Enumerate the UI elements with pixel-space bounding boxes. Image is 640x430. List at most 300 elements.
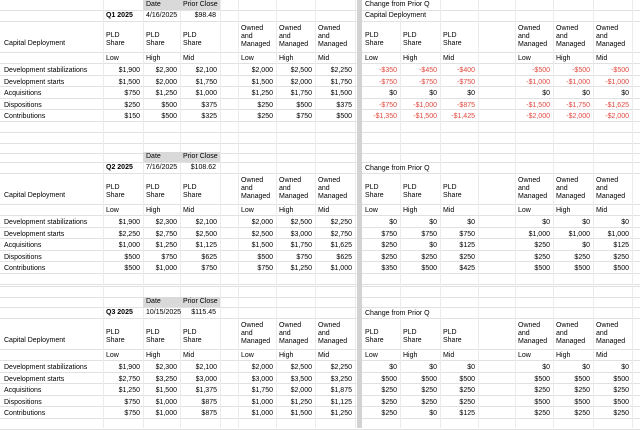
value-cell[interactable]: $2,000 — [155, 78, 177, 86]
value-cell[interactable]: $1,375 — [195, 387, 217, 395]
quarter-label[interactable]: Q3 2025 — [106, 309, 133, 316]
value-cell[interactable]: $1,000 — [528, 230, 550, 238]
range-header[interactable]: High — [146, 352, 161, 359]
value-cell[interactable]: $2,250 — [330, 67, 352, 74]
value-cell[interactable]: $0 — [389, 90, 397, 98]
value-cell[interactable]: $2,300 — [155, 219, 177, 226]
value-cell[interactable]: $2,750 — [118, 375, 140, 383]
range-header[interactable]: High — [146, 207, 161, 214]
prior-close-header[interactable]: Prior Close — [183, 1, 218, 8]
capital-deployment-header[interactable]: Capital Deployment — [4, 192, 66, 199]
owned-managed-header[interactable]: Owned and Managed — [596, 177, 626, 200]
pld-share-header[interactable]: PLD Share — [106, 32, 125, 47]
value-cell[interactable]: $1,900 — [118, 219, 140, 226]
value-cell[interactable]: $325 — [201, 113, 217, 121]
row-label[interactable]: Development stabilizations — [4, 364, 88, 371]
value-cell[interactable]: $0 — [542, 90, 550, 98]
value-cell[interactable]: $750 — [124, 410, 140, 418]
value-cell[interactable]: $250 — [381, 387, 397, 395]
value-cell[interactable]: $1,000 — [155, 398, 177, 406]
value-cell[interactable]: $3,000 — [195, 375, 217, 383]
owned-managed-header[interactable]: Owned and Managed — [596, 322, 626, 345]
pld-share-header[interactable]: PLD Share — [146, 329, 165, 344]
range-header[interactable]: Mid — [596, 207, 608, 214]
value-cell[interactable]: $250 — [381, 253, 397, 261]
range-header[interactable]: Mid — [596, 352, 608, 359]
value-cell[interactable]: $250 — [381, 410, 397, 418]
value-cell[interactable]: $750 — [296, 113, 312, 121]
pld-share-header[interactable]: PLD Share — [403, 184, 422, 199]
pld-share-header[interactable]: PLD Share — [365, 329, 384, 344]
value-cell[interactable]: $2,250 — [330, 219, 352, 226]
value-cell[interactable]: $2,500 — [290, 219, 312, 226]
gridline — [0, 10, 640, 11]
gridline — [0, 75, 640, 76]
range-header[interactable]: Low — [106, 352, 119, 359]
value-cell[interactable]: $1,000 — [155, 410, 177, 418]
pld-share-header[interactable]: PLD Share — [146, 184, 165, 199]
value-cell[interactable]: $375 — [336, 101, 352, 109]
value-cell[interactable]: $1,000 — [251, 410, 273, 418]
value-cell[interactable]: -$1,500 — [413, 113, 437, 121]
value-cell[interactable]: $2,500 — [195, 230, 217, 238]
value-cell[interactable]: $0 — [582, 364, 590, 371]
value-cell[interactable]: $250 — [574, 387, 590, 395]
quarter-label[interactable]: Q2 2025 — [106, 164, 133, 171]
value-cell[interactable]: $2,000 — [290, 78, 312, 86]
row-label[interactable]: Contributions — [4, 113, 46, 121]
value-cell[interactable]: $250 — [257, 113, 273, 121]
value-cell[interactable]: $2,250 — [330, 364, 352, 371]
column-divider — [355, 0, 356, 428]
value-cell[interactable]: $500 — [613, 398, 629, 406]
value-cell[interactable]: $1,000 — [251, 398, 273, 406]
value-cell[interactable]: $500 — [534, 375, 550, 383]
value-cell[interactable]: $1,125 — [195, 242, 217, 250]
value-cell[interactable]: $150 — [124, 113, 140, 121]
value-cell[interactable]: -$750 — [419, 78, 437, 86]
value-cell[interactable]: $2,000 — [251, 219, 273, 226]
gridline — [0, 227, 640, 228]
value-cell[interactable]: $0 — [582, 219, 590, 226]
value-cell[interactable]: $250 — [381, 398, 397, 406]
value-cell[interactable]: $0 — [582, 242, 590, 250]
value-cell[interactable]: $1,500 — [251, 78, 273, 86]
value-cell[interactable]: $2,100 — [195, 67, 217, 74]
date-value[interactable]: 4/16/2025 — [146, 12, 178, 19]
value-cell[interactable]: -$1,000 — [413, 101, 437, 109]
owned-managed-header[interactable]: Owned and Managed — [556, 322, 586, 345]
value-cell[interactable]: $125 — [459, 410, 475, 418]
row-label[interactable]: Contributions — [4, 410, 46, 418]
pld-share-header[interactable]: PLD Share — [443, 32, 462, 47]
range-header[interactable]: Mid — [318, 207, 330, 214]
range-header[interactable]: High — [403, 207, 418, 214]
value-cell[interactable]: $750 — [381, 230, 397, 238]
owned-managed-header[interactable]: Owned and Managed — [556, 25, 586, 48]
value-cell[interactable]: $2,500 — [290, 67, 312, 74]
value-cell[interactable]: $750 — [201, 265, 217, 273]
value-cell[interactable]: $1,000 — [155, 265, 177, 273]
range-header[interactable]: Low — [106, 207, 119, 214]
row-label[interactable]: Acquisitions — [4, 387, 42, 395]
prior-close-header[interactable]: Prior Close — [183, 298, 218, 305]
value-cell[interactable]: $250 — [459, 253, 475, 261]
range-header[interactable]: Mid — [318, 55, 330, 62]
row-label[interactable]: Acquisitions — [4, 90, 42, 98]
value-cell[interactable]: -$450 — [419, 67, 437, 74]
value-cell[interactable]: -$1,000 — [526, 78, 550, 86]
column-divider — [632, 0, 633, 428]
value-cell[interactable]: $2,100 — [195, 364, 217, 371]
range-header[interactable]: High — [279, 55, 294, 62]
pld-share-header[interactable]: PLD Share — [365, 32, 384, 47]
value-cell[interactable]: $3,000 — [290, 230, 312, 238]
value-cell[interactable]: $500 — [336, 113, 352, 121]
range-header[interactable]: High — [556, 55, 571, 62]
owned-managed-header[interactable]: Owned and Managed — [279, 25, 309, 48]
range-header[interactable]: Mid — [443, 207, 455, 214]
value-cell[interactable]: $425 — [459, 265, 475, 273]
value-cell[interactable]: $1,875 — [330, 387, 352, 395]
value-cell[interactable]: $1,250 — [155, 90, 177, 98]
pld-share-header[interactable]: PLD Share — [443, 184, 462, 199]
value-cell[interactable]: $250 — [381, 242, 397, 250]
value-cell[interactable]: $0 — [467, 90, 475, 98]
value-cell[interactable]: $750 — [421, 230, 437, 238]
value-cell[interactable]: $0 — [467, 364, 475, 371]
range-header[interactable]: Low — [106, 55, 119, 62]
value-cell[interactable]: -$875 — [457, 101, 475, 109]
prior-close-header[interactable]: Prior Close — [183, 153, 218, 160]
date-header[interactable]: Date — [146, 153, 161, 160]
value-cell[interactable]: $2,500 — [251, 230, 273, 238]
value-cell[interactable]: $1,125 — [330, 398, 352, 406]
row-label[interactable]: Development stabilizations — [4, 67, 88, 74]
range-header[interactable]: Mid — [443, 55, 455, 62]
value-cell[interactable]: $250 — [613, 387, 629, 395]
value-cell[interactable]: $1,750 — [330, 78, 352, 86]
gridline — [0, 21, 640, 22]
value-cell[interactable]: $250 — [534, 387, 550, 395]
value-cell[interactable]: $2,000 — [251, 364, 273, 371]
value-cell[interactable]: $1,900 — [118, 67, 140, 74]
change-header[interactable]: Change from Prior Q — [365, 165, 430, 172]
value-cell[interactable]: $0 — [542, 219, 550, 226]
owned-managed-header[interactable]: Owned and Managed — [556, 177, 586, 200]
capital-deployment-header[interactable]: Capital Deployment — [4, 40, 66, 47]
value-cell[interactable]: $1,000 — [330, 265, 352, 273]
value-cell[interactable]: $250 — [574, 410, 590, 418]
owned-managed-header[interactable]: Owned and Managed — [318, 177, 348, 200]
value-cell[interactable]: $250 — [534, 242, 550, 250]
range-header[interactable]: Low — [241, 55, 254, 62]
row-label[interactable]: Development starts — [4, 375, 65, 383]
owned-managed-header[interactable]: Owned and Managed — [241, 25, 271, 48]
change-header[interactable]: Change from Prior Q — [365, 310, 430, 317]
value-cell[interactable]: $1,500 — [251, 242, 273, 250]
value-cell[interactable]: $500 — [421, 265, 437, 273]
value-cell[interactable]: $625 — [201, 253, 217, 261]
range-header[interactable]: Mid — [183, 207, 195, 214]
value-cell[interactable]: -$500 — [532, 67, 550, 74]
value-cell[interactable]: -$350 — [379, 67, 397, 74]
owned-managed-header[interactable]: Owned and Managed — [241, 322, 271, 345]
value-cell[interactable]: $1,000 — [568, 230, 590, 238]
value-cell[interactable]: $250 — [124, 101, 140, 109]
value-cell[interactable]: $500 — [381, 375, 397, 383]
value-cell[interactable]: $500 — [459, 375, 475, 383]
value-cell[interactable]: -$1,000 — [605, 78, 629, 86]
range-header[interactable]: High — [146, 55, 161, 62]
pld-share-header[interactable]: PLD Share — [183, 32, 202, 47]
value-cell[interactable]: $1,000 — [118, 242, 140, 250]
range-header[interactable]: Mid — [183, 55, 195, 62]
row-label[interactable]: Acquisitions — [4, 242, 42, 250]
value-cell[interactable]: $2,250 — [118, 230, 140, 238]
value-cell[interactable]: $375 — [201, 101, 217, 109]
value-cell[interactable]: $750 — [124, 90, 140, 98]
range-header[interactable]: Mid — [596, 55, 608, 62]
row-label[interactable]: Development stabilizations — [4, 219, 88, 226]
value-cell[interactable]: $2,000 — [290, 387, 312, 395]
range-header[interactable]: Mid — [183, 352, 195, 359]
value-cell[interactable]: $875 — [201, 398, 217, 406]
value-cell[interactable]: $1,250 — [290, 265, 312, 273]
value-cell[interactable]: $0 — [621, 219, 629, 226]
value-cell[interactable]: $750 — [124, 398, 140, 406]
value-cell[interactable]: $250 — [459, 387, 475, 395]
value-cell[interactable]: $0 — [621, 90, 629, 98]
range-header[interactable]: Low — [365, 207, 378, 214]
gridline — [0, 349, 640, 350]
value-cell[interactable]: $125 — [613, 242, 629, 250]
value-cell[interactable]: $1,750 — [290, 90, 312, 98]
value-cell[interactable]: $1,750 — [251, 387, 273, 395]
value-cell[interactable]: $250 — [534, 410, 550, 418]
value-cell[interactable]: $250 — [421, 387, 437, 395]
pld-share-header[interactable]: PLD Share — [106, 329, 125, 344]
range-header[interactable]: High — [403, 352, 418, 359]
date-value[interactable]: 7/16/2025 — [146, 164, 178, 171]
value-cell[interactable]: $250 — [421, 253, 437, 261]
pld-share-header[interactable]: PLD Share — [183, 329, 202, 344]
value-cell[interactable]: $0 — [429, 242, 437, 250]
value-cell[interactable]: $2,750 — [155, 230, 177, 238]
pld-share-header[interactable]: PLD Share — [403, 329, 422, 344]
row-label[interactable]: Development starts — [4, 230, 65, 238]
row-label[interactable]: Dispositions — [4, 398, 42, 406]
value-cell[interactable]: -$1,350 — [373, 113, 397, 121]
change-subheader[interactable]: Capital Deployment — [365, 12, 427, 19]
value-cell[interactable]: $500 — [124, 253, 140, 261]
value-cell[interactable]: $750 — [257, 265, 273, 273]
value-cell[interactable]: -$2,000 — [526, 113, 550, 121]
value-cell[interactable]: -$2,000 — [605, 113, 629, 121]
owned-managed-header[interactable]: Owned and Managed — [279, 322, 309, 345]
value-cell[interactable]: $625 — [336, 253, 352, 261]
value-cell[interactable]: $0 — [429, 410, 437, 418]
value-cell[interactable]: -$500 — [611, 67, 629, 74]
range-header[interactable]: Low — [365, 55, 378, 62]
range-header[interactable]: Low — [518, 352, 531, 359]
value-cell[interactable]: -$2,000 — [566, 113, 590, 121]
range-header[interactable]: Low — [241, 352, 254, 359]
value-cell[interactable]: $500 — [574, 398, 590, 406]
pld-share-header[interactable]: PLD Share — [403, 32, 422, 47]
row-label[interactable]: Contributions — [4, 265, 46, 273]
pld-share-header[interactable]: PLD Share — [183, 184, 202, 199]
value-cell[interactable]: -$1,750 — [566, 101, 590, 109]
value-cell[interactable]: $3,250 — [155, 375, 177, 383]
value-cell[interactable]: $1,000 — [195, 90, 217, 98]
value-cell[interactable]: $0 — [389, 219, 397, 226]
range-header[interactable]: Mid — [443, 352, 455, 359]
value-cell[interactable]: $500 — [257, 253, 273, 261]
owned-managed-header[interactable]: Owned and Managed — [241, 177, 271, 200]
value-cell[interactable]: $1,900 — [118, 364, 140, 371]
value-cell[interactable]: $350 — [381, 265, 397, 273]
value-cell[interactable]: $1,250 — [330, 410, 352, 418]
value-cell[interactable]: $3,500 — [290, 375, 312, 383]
owned-managed-header[interactable]: Owned and Managed — [518, 322, 548, 345]
gridline — [0, 318, 640, 319]
prior-close-value[interactable]: $115.45 — [191, 309, 216, 316]
date-header[interactable]: Date — [146, 298, 161, 305]
gridline — [0, 284, 640, 285]
range-header[interactable]: High — [556, 207, 571, 214]
owned-managed-header[interactable]: Owned and Managed — [318, 322, 348, 345]
value-cell[interactable]: $1,250 — [155, 242, 177, 250]
date-value[interactable]: 10/15/2025 — [146, 309, 182, 316]
value-cell[interactable]: $0 — [542, 364, 550, 371]
value-cell[interactable]: $500 — [534, 265, 550, 273]
value-cell[interactable]: -$750 — [379, 78, 397, 86]
value-cell[interactable]: -$1,625 — [605, 101, 629, 109]
value-cell[interactable]: -$1,500 — [526, 101, 550, 109]
value-cell[interactable]: $500 — [613, 375, 629, 383]
owned-managed-header[interactable]: Owned and Managed — [318, 25, 348, 48]
value-cell[interactable]: $750 — [161, 253, 177, 261]
prior-close-value[interactable]: $108.62 — [190, 164, 216, 171]
value-cell[interactable]: $2,000 — [251, 67, 273, 74]
value-cell[interactable]: $250 — [574, 253, 590, 261]
value-cell[interactable]: $250 — [421, 398, 437, 406]
value-cell[interactable]: -$400 — [457, 67, 475, 74]
value-cell[interactable]: -$1,425 — [451, 113, 475, 121]
value-cell[interactable]: $3,000 — [251, 375, 273, 383]
change-header[interactable]: Change from Prior Q — [365, 1, 430, 8]
value-cell[interactable]: $0 — [582, 90, 590, 98]
range-header[interactable]: High — [279, 207, 294, 214]
value-cell[interactable]: $1,250 — [118, 387, 140, 395]
value-cell[interactable]: -$500 — [572, 67, 590, 74]
value-cell[interactable]: $2,500 — [290, 364, 312, 371]
value-cell[interactable]: $2,100 — [195, 219, 217, 226]
value-cell[interactable]: $1,500 — [118, 78, 140, 86]
value-cell[interactable]: $250 — [613, 410, 629, 418]
pld-share-header[interactable]: PLD Share — [146, 32, 165, 47]
row-label[interactable]: Dispositions — [4, 253, 42, 261]
gridline — [0, 372, 640, 373]
value-cell[interactable]: $500 — [534, 398, 550, 406]
range-header[interactable]: Low — [241, 207, 254, 214]
date-header[interactable]: Date — [146, 1, 161, 8]
value-cell[interactable]: $3,250 — [330, 375, 352, 383]
value-cell[interactable]: $1,500 — [290, 410, 312, 418]
value-cell[interactable]: $1,750 — [195, 78, 217, 86]
value-cell[interactable]: $0 — [621, 364, 629, 371]
owned-managed-header[interactable]: Owned and Managed — [596, 25, 626, 48]
value-cell[interactable]: $250 — [257, 101, 273, 109]
value-cell[interactable]: $750 — [459, 230, 475, 238]
value-cell[interactable]: $0 — [389, 364, 397, 371]
value-cell[interactable]: $1,500 — [330, 90, 352, 98]
value-cell[interactable]: $500 — [124, 265, 140, 273]
value-cell[interactable]: $1,625 — [330, 242, 352, 250]
value-cell[interactable]: $750 — [296, 253, 312, 261]
range-header[interactable]: Mid — [318, 352, 330, 359]
value-cell[interactable]: $500 — [161, 113, 177, 121]
value-cell[interactable]: $0 — [429, 219, 437, 226]
value-cell[interactable]: $0 — [429, 90, 437, 98]
value-cell[interactable]: $1,250 — [251, 90, 273, 98]
quarter-label[interactable]: Q1 2025 — [106, 12, 133, 19]
value-cell[interactable]: $2,300 — [155, 67, 177, 74]
pld-share-header[interactable]: PLD Share — [106, 184, 125, 199]
value-cell[interactable]: $1,250 — [290, 398, 312, 406]
value-cell[interactable]: $500 — [161, 101, 177, 109]
range-header[interactable]: High — [403, 55, 418, 62]
range-header[interactable]: High — [279, 352, 294, 359]
owned-managed-header[interactable]: Owned and Managed — [518, 177, 548, 200]
value-cell[interactable]: $0 — [467, 219, 475, 226]
capital-deployment-header[interactable]: Capital Deployment — [4, 337, 66, 344]
pld-share-header[interactable]: PLD Share — [443, 329, 462, 344]
value-cell[interactable]: -$750 — [379, 101, 397, 109]
row-label[interactable]: Dispositions — [4, 101, 42, 109]
value-cell[interactable]: $2,750 — [330, 230, 352, 238]
value-cell[interactable]: $1,750 — [290, 242, 312, 250]
pld-share-header[interactable]: PLD Share — [365, 184, 384, 199]
range-header[interactable]: Low — [365, 352, 378, 359]
value-cell[interactable]: -$750 — [457, 78, 475, 86]
value-cell[interactable]: $1,500 — [155, 387, 177, 395]
value-cell[interactable]: $500 — [421, 375, 437, 383]
value-cell[interactable]: $1,000 — [607, 230, 629, 238]
value-cell[interactable]: $0 — [429, 364, 437, 371]
value-cell[interactable]: $250 — [534, 253, 550, 261]
value-cell[interactable]: $500 — [296, 101, 312, 109]
range-header[interactable]: High — [556, 352, 571, 359]
value-cell[interactable]: $500 — [613, 265, 629, 273]
value-cell[interactable]: -$1,000 — [566, 78, 590, 86]
range-header[interactable]: Low — [518, 55, 531, 62]
value-cell[interactable]: $500 — [574, 265, 590, 273]
owned-managed-header[interactable]: Owned and Managed — [279, 177, 309, 200]
gridline — [0, 153, 640, 154]
value-cell[interactable]: $125 — [459, 242, 475, 250]
value-cell[interactable]: $250 — [613, 253, 629, 261]
value-cell[interactable]: $875 — [201, 410, 217, 418]
owned-managed-header[interactable]: Owned and Managed — [518, 25, 548, 48]
value-cell[interactable]: $500 — [574, 375, 590, 383]
prior-close-value[interactable]: $98.48 — [194, 12, 216, 19]
row-label[interactable]: Development starts — [4, 78, 65, 86]
value-cell[interactable]: $2,300 — [155, 364, 177, 371]
value-cell[interactable]: $250 — [459, 398, 475, 406]
range-header[interactable]: Low — [518, 207, 531, 214]
